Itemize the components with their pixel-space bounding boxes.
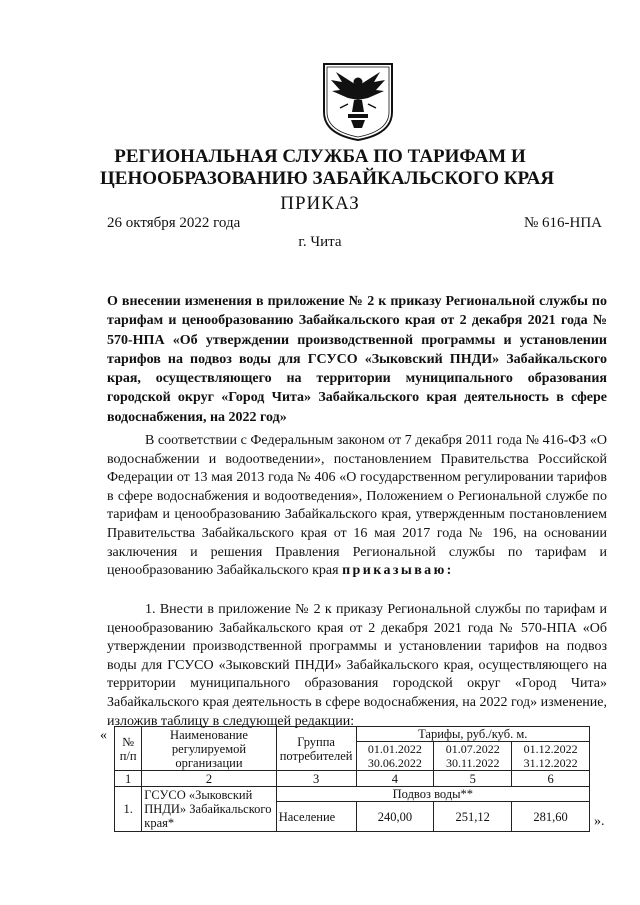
column-number: 5 xyxy=(434,771,512,787)
document-date: 26 октября 2022 года xyxy=(107,215,241,231)
preamble-paragraph xyxy=(107,432,607,581)
table-row xyxy=(115,787,590,802)
period-3 xyxy=(512,742,590,771)
document-city: г. Чита xyxy=(298,234,342,250)
tariff-value-period-1: 240,00 xyxy=(356,802,434,832)
row-service: Подвоз воды** xyxy=(276,787,589,802)
period-3-end: 31.12.2022 xyxy=(523,756,578,770)
column-number: 4 xyxy=(356,771,434,787)
column-number: 2 xyxy=(142,771,276,787)
coat-of-arms-emblem xyxy=(318,60,398,142)
column-number: 6 xyxy=(512,771,590,787)
period-1-start: 01.01.2022 xyxy=(367,742,422,756)
header-num: № п/п xyxy=(115,727,142,771)
column-number: 3 xyxy=(276,771,356,787)
agency-name-line-1: РЕГИОНАЛЬНАЯ СЛУЖБА ПО ТАРИФАМ И xyxy=(114,146,526,167)
header-consumer-group: Группа потребителей xyxy=(276,727,356,771)
orders-colon: : xyxy=(446,563,452,579)
tariff-value-period-2: 251,12 xyxy=(434,802,512,832)
header-tariffs: Тарифы, руб./куб. м. xyxy=(356,727,589,742)
order-title: О внесении изменения в приложение № 2 к приказу Региональной службы по тарифам и ценообразованию Забайкальского края от 2 декабря 2021 года № 570-НПА «Об утверждении производственной программы и установлении тарифов на подвоз воды для ГСУСО «Зыковский ПНДИ» Забайкальского края, осуществляющего на территории муниципального образования городской округ «Город Чита» Забайкальского края деятельность в сфере водоснабжения, на 2022 год» xyxy=(107,294,607,425)
row-organization: ГСУСО «Зыковский ПНДИ» Забайкальского края* xyxy=(142,787,276,832)
preamble-text: В соответствии с Федеральным законом от 7 декабря 2011 года № 416-ФЗ «О водоснабжении и водоотведении», постановлением Правительства Российской Федерации от 13 мая 2013 года № 406 «О государственном регулировании тарифов в сфере водоснабжения и водоотведения», Положением о Региональной службе по тарифам и ценообразованию Забайкальского края, утвержденным постановлением Правительства Забайкальского края от 16 мая 2017 года № 196, на основании заключения и решения Правления Региональной службы по тарифам и ценообразованию Забайкальского края xyxy=(107,433,607,579)
period-2-start: 01.07.2022 xyxy=(445,742,500,756)
item-1-paragraph: 1. Внести в приложение № 2 к приказу Региональной службы по тарифам и ценообразованию Забайкальского края от 2 декабря 2021 года № 570-НПА «Об утверждении производственной программы и установлении тарифов на подвоз воды для ГСУСО «Зыковский ПНДИ» Забайкальского края, осуществляющего на территории муниципального образования городской округ «Город Чита» Забайкальского края деятельность в сфере водоснабжения, на 2022 год» изменение, изложив таблицу в следующей редакции: xyxy=(107,602,607,729)
opening-quote: « xyxy=(100,728,107,743)
period-3-start: 01.12.2022 xyxy=(523,742,578,756)
header-organization: Наименование регулируемой организации xyxy=(142,727,276,771)
period-1-end: 30.06.2022 xyxy=(367,756,422,770)
document-number: № 616-НПА xyxy=(523,215,602,231)
table-header-row xyxy=(115,727,590,742)
agency-name xyxy=(100,146,555,190)
period-2-end: 30.11.2022 xyxy=(445,756,500,770)
period-1 xyxy=(356,742,434,771)
agency-name-line-2: ЦЕНООБРАЗОВАНИЮ ЗАБАЙКАЛЬСКОГО КРАЯ xyxy=(100,168,555,189)
orders-keyword: приказываю xyxy=(342,563,447,579)
tariff-table xyxy=(114,726,590,832)
closing-quote: ». xyxy=(594,814,605,829)
column-number-row xyxy=(115,771,590,787)
row-consumer-group: Население xyxy=(276,802,356,832)
period-2 xyxy=(434,742,512,771)
row-num: 1. xyxy=(115,787,142,832)
document-type: ПРИКАЗ xyxy=(280,193,360,214)
column-number: 1 xyxy=(115,771,142,787)
tariff-value-period-3: 281,60 xyxy=(512,802,590,832)
